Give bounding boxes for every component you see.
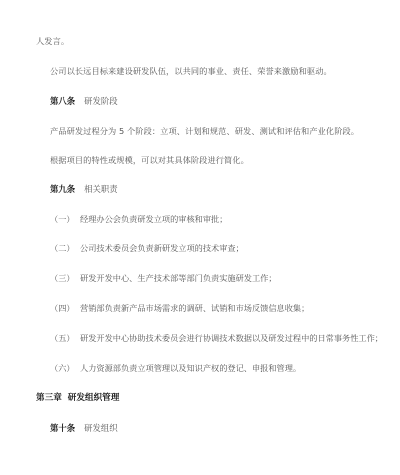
text-line: 人发言。 xyxy=(36,36,70,46)
list-item-text: 营销部负责新产品市场需求的调研、试销和市场反馈信息收集； xyxy=(80,303,310,313)
article-number: 第十条 xyxy=(50,423,76,433)
list-item xyxy=(50,333,383,344)
list-item-text: 人力资源部负责立项管理以及知识产权的登记、申报和管理。 xyxy=(80,363,302,373)
list-marker: （五） xyxy=(50,333,75,343)
article-number: 第九条 xyxy=(50,184,76,194)
text-line: 根据项目的特性或规模，可以对其具体阶段进行简化。 xyxy=(50,155,249,165)
text-line: 公司以长远目标来建设研发队伍，以共同的事业、责任、荣誉来激励和驱动。 xyxy=(50,66,332,76)
text-line: 产品研发过程分为 5 个阶段：立项、计划和规范、研发、测试和评估和产业化阶段。 xyxy=(50,126,360,136)
list-marker: （三） xyxy=(50,273,75,283)
article-title: 研发组织 xyxy=(84,423,118,433)
article-heading xyxy=(50,423,118,434)
list-item xyxy=(50,363,301,374)
list-item xyxy=(50,303,309,314)
chapter-title: 研发组织管理 xyxy=(67,393,120,403)
article-heading xyxy=(50,184,118,195)
list-marker: （六） xyxy=(50,363,75,373)
list-marker: （一） xyxy=(50,214,75,224)
list-item xyxy=(50,273,277,284)
list-item xyxy=(50,243,244,254)
article-heading xyxy=(50,96,118,107)
list-item-text: 公司技术委员会负责新研发立项的技术审查； xyxy=(80,243,244,253)
list-item-text: 经理办公会负责研发立项的审核和审批； xyxy=(80,214,228,224)
list-marker: （四） xyxy=(50,303,75,313)
article-title: 研发阶段 xyxy=(84,96,118,106)
article-title: 相关职责 xyxy=(84,184,118,194)
chapter-heading xyxy=(36,393,119,404)
article-number: 第八条 xyxy=(50,96,76,106)
list-item-text: 研发开发中心协助技术委员会进行协调技术数据以及研发过程中的日常事务性工作； xyxy=(80,333,383,343)
list-marker: （二） xyxy=(50,243,75,253)
list-item xyxy=(50,214,227,225)
chapter-number: 第三章 xyxy=(36,393,62,403)
list-item-text: 研发开发中心、生产技术部等部门负责实施研发工作； xyxy=(80,273,277,283)
